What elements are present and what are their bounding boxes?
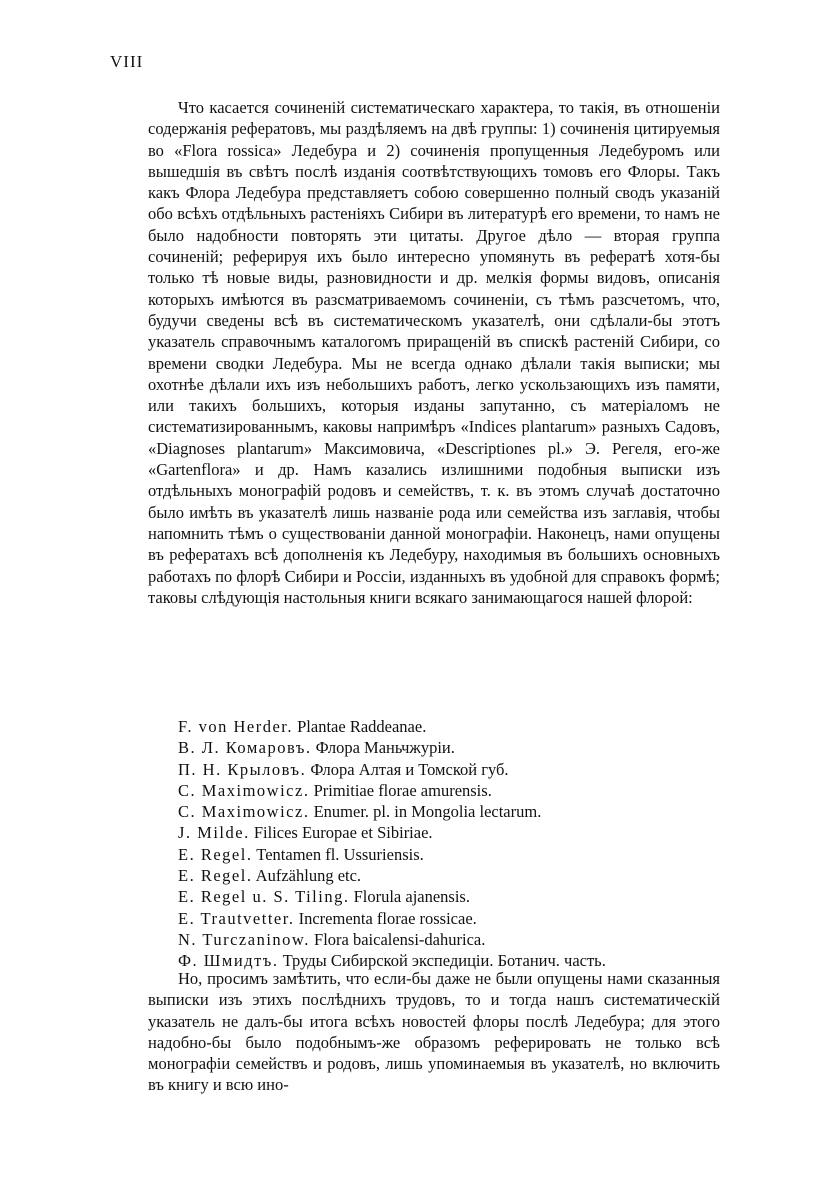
reference-item [178, 865, 718, 886]
reference-title: Tentamen fl. Ussuriensis. [256, 844, 424, 864]
reference-title: Aufzählung etc. [255, 866, 362, 886]
paragraph-1-text: Что касается сочиненій систематическаго характера, то такія, въ отношеніи содержанія рефератовъ, мы раздѣляемъ на двѣ группы: 1) сочиненія цитируемыя во «Flora rossica» Ледебура и 2) сочиненія пропущенныя Ледебуромъ или вышедшія въ свѣтъ послѣ изданія соотвѣтствующихъ томовъ его Флоры. Такъ какъ Флора Ледебура представляетъ собою совершенно полный сводъ указаній обо всѣхъ отдѣльныхъ растеніяхъ Сибири въ литературѣ его времени, то намъ не было надобности повторять эти цитаты. Другое дѣло — вторая группа сочиненій; реферируя ихъ было интересно упомянуть въ рефератѣ хотя-бы только тѣ новые виды, разновидности и др. мелкія формы видовъ, описанія которыхъ имѣются въ разсматриваемомъ сочиненіи, съ тѣмъ разсчетомъ, что, будучи сведены всѣ въ систематическомъ указателѣ, они сдѣлали-бы этотъ указатель справочнымъ каталогомъ приращеній въ спискѣ растеній Сибири, со времени сводки Ледебура. Мы не всегда однако дѣлали такія выписки; мы охотнѣе дѣлали ихъ изъ небольшихъ работъ, легко ускользающихъ изъ памяти, или такихъ большихъ, которыя изданы запутанно, съ матеріаломъ не систематизированнымъ, каковы напримѣръ «Indices plantarum» разныхъ Садовъ, «Diagnoses plantarum» Максимовича, «Descriptiones pl.» Э. Регеля, его-же «Gartenflora» и др. Намъ казались излишними подобныя выписки изъ отдѣльныхъ монографій родовъ и семействъ, т. к. въ этомъ случаѣ достаточно было имѣть въ указателѣ лишь названіе рода или семейства изъ заглавія, чтобы напомнить тѣмъ о существованіи данной монографіи. Наконецъ, нами опущены въ рефератахъ всѣ дополненія къ Ледебуру, находимыя въ большихъ основныхъ работахъ по флорѣ Сибири и Россіи, изданныхъ въ удобной для справокъ формѣ; таковы слѣдующія настольныя книги всякаго занимающагося нашей флорой: [148, 98, 720, 607]
reference-author: E. Regel. [178, 844, 253, 864]
reference-item [178, 908, 718, 929]
reference-item [178, 737, 718, 758]
reference-author: Ф. Шмидтъ. [178, 951, 279, 971]
reference-title: Flora baicalensi-dahurica. [314, 929, 486, 949]
reference-item [178, 716, 718, 737]
reference-item [178, 822, 718, 843]
reference-title: Труды Сибирской экспедиціи. Ботанич. часть. [282, 951, 606, 971]
reference-author: E. Regel u. S. Tiling. [178, 887, 350, 907]
reference-author: E. Trautvetter. [178, 908, 295, 928]
reference-author: F. von Herder. [178, 717, 293, 736]
reference-item [178, 886, 718, 907]
paragraph-2-text: Но, просимъ замѣтить, что если-бы даже не были опущены нами сказанныя выписки изъ этихъ послѣднихъ трудовъ, то и тогда нашъ систематическій указатель не далъ-бы итога всѣхъ новостей флоры послѣ Ледебура; для этого надобно-бы было подобнымъ-же образомъ реферировать не только всѣ монографіи семействъ и родовъ, лишь упоминаемыя въ указателѣ, но включить въ книгу и всю ино- [148, 969, 720, 1095]
reference-title: Incrementa florae rossicae. [298, 908, 477, 928]
reference-item [178, 759, 718, 780]
reference-author: E. Regel. [178, 866, 253, 886]
paragraph-note [148, 968, 720, 1096]
reference-title: Флора Алтая и Томской губ. [310, 759, 509, 779]
reference-item [178, 801, 718, 822]
reference-title: Флора Маньчжуріи. [315, 738, 455, 758]
reference-item [178, 929, 718, 950]
reference-author: J. Milde. [178, 823, 250, 843]
reference-title: Plantae Raddeanae. [297, 717, 427, 736]
reference-author: В. Л. Комаровъ. [178, 738, 312, 758]
reference-list [178, 716, 718, 972]
reference-item [178, 844, 718, 865]
paragraph-systematic-works [148, 97, 720, 608]
reference-title: Primitiae florae amurensis. [313, 780, 492, 800]
reference-item [178, 780, 718, 801]
reference-author: C. Maximowicz. [178, 780, 310, 800]
reference-title: Florula ajanensis. [353, 887, 470, 907]
reference-title: Enumer. pl. in Mongolia lectarum. [313, 802, 542, 822]
reference-author: N. Turczaninow. [178, 929, 310, 949]
reference-author: П. Н. Крыловъ. [178, 759, 307, 779]
reference-title: Filices Europae et Sibiriae. [253, 823, 433, 843]
page-number: VIII [110, 52, 144, 71]
reference-author: C. Maximowicz. [178, 802, 310, 822]
